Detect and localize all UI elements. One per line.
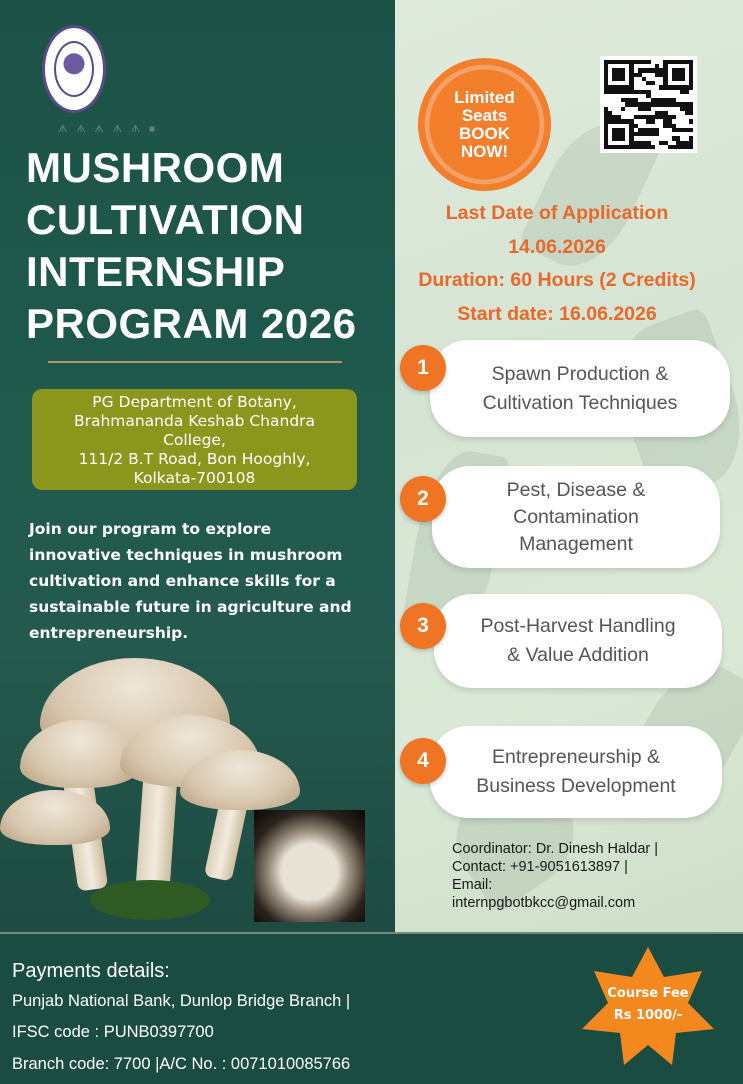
step-line: Management	[519, 532, 633, 555]
coordinator-info	[452, 840, 732, 912]
intro-text	[29, 516, 379, 646]
course-fee-badge	[580, 983, 716, 1027]
address-line: PG Department of Botany,	[92, 393, 297, 411]
payment-line: Branch code: 7700 |A/C No. : 0071010085766	[12, 1055, 351, 1073]
step-card	[432, 466, 720, 568]
dates-line: Start date: 16.06.2026	[457, 302, 657, 325]
program-title	[26, 142, 396, 350]
payment-line: Punjab National Bank, Dunlop Bridge Branch |	[12, 992, 351, 1010]
college-logo-icon	[42, 25, 106, 113]
limited-seats-badge[interactable]	[418, 58, 551, 191]
intro-line: sustainable future in agriculture and	[29, 598, 352, 616]
address-line: Brahmananda Keshab Chandra	[73, 412, 316, 430]
title-line: INTERNSHIP	[26, 248, 286, 295]
title-line: MUSHROOM	[26, 144, 285, 191]
dates-line: 14.06.2026	[508, 235, 606, 258]
intro-line: Join our program to explore	[29, 520, 272, 538]
dates-line: Duration: 60 Hours (2 Credits)	[418, 269, 696, 291]
step-line: Pest, Disease &	[506, 478, 646, 501]
fee-line: Course Fee	[607, 986, 689, 1001]
step-line: Business Development	[476, 775, 676, 797]
mushroom-photo	[254, 810, 365, 922]
payment-heading: Payments details:	[12, 960, 170, 982]
intro-line: entrepreneurship.	[29, 624, 189, 642]
badge-line: NOW!	[460, 141, 509, 161]
intro-line: innovative techniques in mushroom	[29, 546, 343, 564]
badge-line: Limited	[454, 87, 515, 107]
step-card	[430, 340, 730, 437]
coordinator-email[interactable]: internpgbotbkcc@gmail.com	[452, 895, 636, 911]
title-line: PROGRAM 2026	[26, 300, 357, 347]
coordinator-line[interactable]: Contact: +91-9051613897 |	[452, 859, 628, 875]
badge-line: BOOK	[459, 123, 510, 143]
dates-line: Last Date of Application	[445, 202, 669, 224]
intro-line: cultivation and enhance skills for a	[29, 572, 336, 590]
payment-line: IFSC code : PUNB0397700	[12, 1023, 214, 1041]
step-number: 1	[400, 345, 446, 391]
dates-block	[395, 197, 719, 331]
address-box	[32, 389, 357, 490]
qr-code-icon[interactable]	[600, 56, 697, 153]
step-line: Spawn Production &	[491, 362, 669, 385]
step-line: Entrepreneurship &	[491, 746, 661, 768]
divider	[48, 361, 342, 363]
badge-line: Seats	[461, 105, 508, 125]
coordinator-line: Email:	[452, 877, 493, 893]
step-line: & Value Addition	[507, 644, 649, 666]
address-line: College,	[163, 431, 226, 449]
fee-line: Rs 1000/-	[613, 1008, 683, 1023]
step-line: Contamination	[513, 505, 639, 528]
step-card	[430, 726, 722, 818]
coordinator-line: Coordinator: Dr. Dinesh Haldar |	[452, 841, 659, 857]
title-line: CULTIVATION	[26, 196, 305, 243]
step-line: Cultivation Techniques	[482, 391, 678, 414]
address-line: Kolkata-700108	[133, 469, 256, 487]
step-number: 3	[400, 603, 446, 649]
step-line: Post-Harvest Handling	[480, 615, 676, 637]
step-number: 2	[400, 476, 446, 522]
step-card	[434, 594, 722, 688]
step-number: 4	[400, 738, 446, 784]
address-line: 111/2 B.T Road, Bon Hooghly,	[78, 450, 311, 468]
logo-caption-decoration: ᗑ ᗑ ᗑ ᗑ ᗑ ■	[58, 124, 158, 135]
